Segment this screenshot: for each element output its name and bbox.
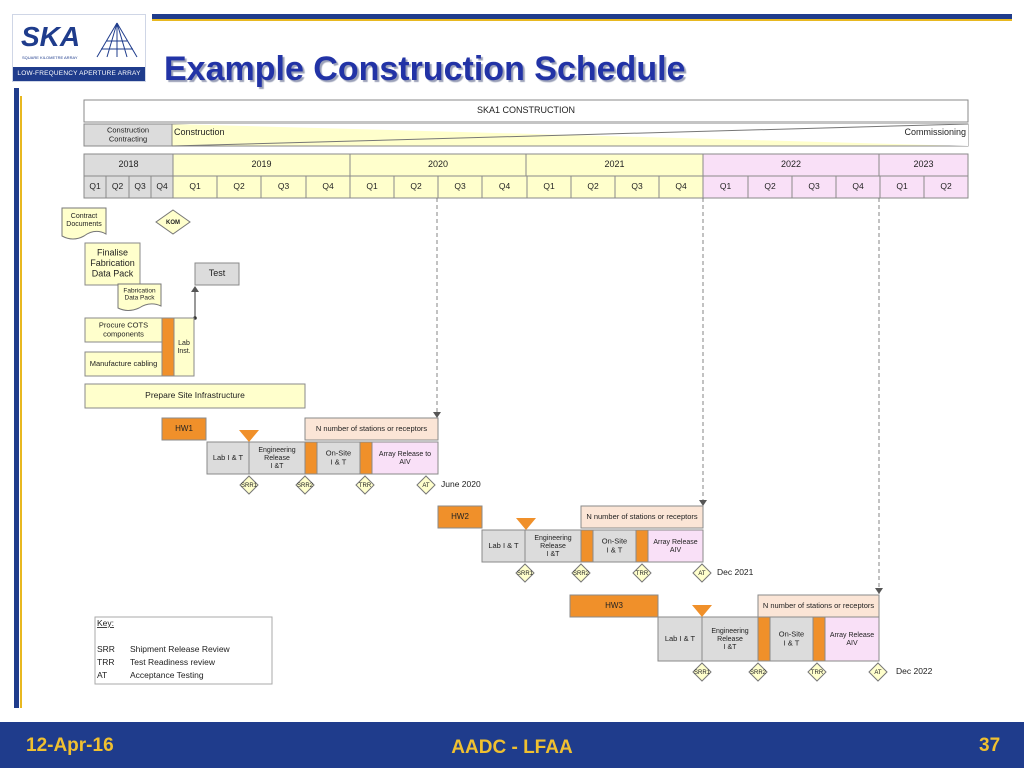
key-abbr: SRR — [97, 644, 115, 655]
milestone-diamond-label: SRR2 — [749, 669, 767, 676]
quarter-label: Q3 — [808, 181, 820, 192]
delivery-triangle — [239, 430, 259, 442]
quarter-label: Q2 — [764, 181, 776, 192]
milestone-arrow — [699, 500, 707, 506]
year-label: 2023 — [913, 159, 934, 170]
lab-inst-marker — [162, 318, 174, 376]
test-label: Test — [208, 268, 226, 279]
stations-label: N number of stations or receptors — [762, 600, 875, 610]
construction-header-label: SKA1 CONSTRUCTION — [476, 105, 576, 116]
commissioning-phase-label: Commissioning — [904, 127, 966, 138]
eng-release-label: Engineering Release I &T — [258, 446, 296, 470]
lab-it-label: Lab I & T — [664, 633, 696, 643]
milestone-diamond-label: TRR — [358, 482, 372, 489]
milestone-arrow — [433, 412, 441, 418]
handover-marker — [360, 442, 372, 474]
quarter-label: Q1 — [719, 181, 732, 192]
key-title: Key: — [97, 618, 115, 629]
quarter-label: Q3 — [277, 181, 290, 192]
quarter-label: Q3 — [454, 181, 466, 192]
hw-label: HW3 — [605, 601, 623, 611]
quarter-label: Q4 — [322, 181, 334, 192]
year-label: 2018 — [118, 159, 139, 170]
eng-release-label: Engineering Release I &T — [711, 627, 749, 651]
handover-marker — [581, 530, 593, 562]
quarter-label: Q2 — [940, 181, 952, 192]
milestone-diamond-label: SRR1 — [693, 669, 711, 676]
quarter-label: Q1 — [366, 181, 378, 192]
quarter-label: Q4 — [498, 181, 511, 192]
key-description: Test Readiness review — [130, 657, 216, 668]
quarter-label: Q4 — [852, 181, 864, 192]
milestone-diamond-label: SRR2 — [572, 570, 590, 577]
milestone-date: Dec 2021 — [717, 567, 754, 578]
hw-label: HW1 — [175, 424, 193, 434]
array-release-label: Array Release AIV — [829, 631, 875, 647]
handover-marker — [305, 442, 317, 474]
year-label: 2020 — [427, 159, 449, 170]
milestone-diamond-label: AT — [874, 669, 882, 676]
logo-band: LOW-FREQUENCY APERTURE ARRAY — [13, 67, 145, 81]
key-description: Acceptance Testing — [130, 670, 204, 681]
handover-marker — [758, 617, 770, 661]
quarter-label: Q1 — [543, 181, 555, 192]
test-arrow — [191, 286, 199, 292]
milestone-date: June 2020 — [441, 479, 481, 490]
milestone-diamond-label: AT — [698, 570, 706, 577]
stations-label: N number of stations or receptors — [315, 423, 428, 433]
quarter-label: Q4 — [675, 181, 687, 192]
onsite-it-label: On-Site I & T — [601, 536, 628, 555]
quarter-label: Q2 — [410, 181, 422, 192]
lab-it-label: Lab I & T — [212, 452, 244, 462]
quarter-label: Q2 — [111, 181, 124, 192]
manufacture-cabling-label: Manufacture cabling — [89, 358, 158, 368]
logo-wordmark: SKA — [21, 21, 81, 52]
delivery-triangle — [692, 605, 712, 617]
footer-title: AADC - LFAA — [451, 737, 573, 758]
milestone-diamond-label: TRR — [810, 669, 824, 676]
quarter-label: Q2 — [587, 181, 599, 192]
milestone-date: Dec 2022 — [896, 666, 933, 677]
key-description: Shipment Release Review — [130, 644, 230, 655]
quarter-label: Q3 — [631, 181, 643, 192]
milestone-diamond-label: SRR1 — [516, 570, 534, 577]
lab-it-label: Lab I & T — [488, 540, 519, 550]
quarter-label: Q2 — [233, 181, 245, 192]
key-abbr: AT — [97, 670, 108, 681]
contracting-phase-label: Construction Contracting — [106, 125, 150, 144]
quarter-label: Q4 — [156, 181, 168, 192]
hw-label: HW2 — [451, 512, 469, 522]
onsite-it-label: On-Site I & T — [778, 629, 805, 648]
array-release-label: Array Release AIV — [653, 538, 698, 554]
stations-label: N number of stations or receptors — [586, 511, 698, 521]
contract-documents-label: Contract Documents — [66, 212, 102, 228]
quarter-label: Q1 — [89, 181, 101, 192]
lab-inst-label: Lab Inst. — [177, 339, 191, 355]
milestone-diamond-label: SRR1 — [240, 482, 258, 489]
milestone-diamond-label: SRR2 — [296, 482, 314, 489]
page-title: Example Construction Schedule — [164, 50, 686, 88]
milestone-arrow — [875, 588, 883, 594]
year-label: 2022 — [780, 159, 802, 170]
array-release-label: Array Release to AIV — [378, 450, 432, 466]
delivery-triangle — [516, 518, 536, 530]
eng-release-label: Engineering Release I &T — [534, 534, 572, 558]
construction-phase-label: Construction — [174, 127, 225, 138]
year-label: 2019 — [251, 159, 272, 170]
finalise-fab-pack-label: Finalise Fabrication Data Pack — [90, 248, 135, 279]
page-number: 37 — [979, 735, 1001, 756]
procure-cots-label: Procure COTS components — [98, 320, 149, 339]
quarter-label: Q1 — [189, 181, 201, 192]
kom-label: KOM — [166, 219, 180, 226]
prepare-site-label: Prepare Site Infrastructure — [145, 390, 245, 401]
quarter-label: Q1 — [896, 181, 908, 192]
footer-date: 12-Apr-16 — [26, 735, 114, 756]
handover-marker — [813, 617, 825, 661]
milestone-diamond-label: AT — [422, 482, 430, 489]
quarter-label: Q3 — [134, 181, 146, 192]
fab-data-pack-label: Fabrication Data Pack — [123, 286, 156, 302]
key-abbr: TRR — [97, 657, 115, 668]
onsite-it-label: On-Site I & T — [325, 448, 352, 467]
milestone-diamond-label: TRR — [635, 570, 649, 577]
logo-subtitle: SQUARE KILOMETRE ARRAY — [22, 55, 78, 60]
handover-marker — [636, 530, 648, 562]
year-label: 2021 — [604, 159, 625, 170]
